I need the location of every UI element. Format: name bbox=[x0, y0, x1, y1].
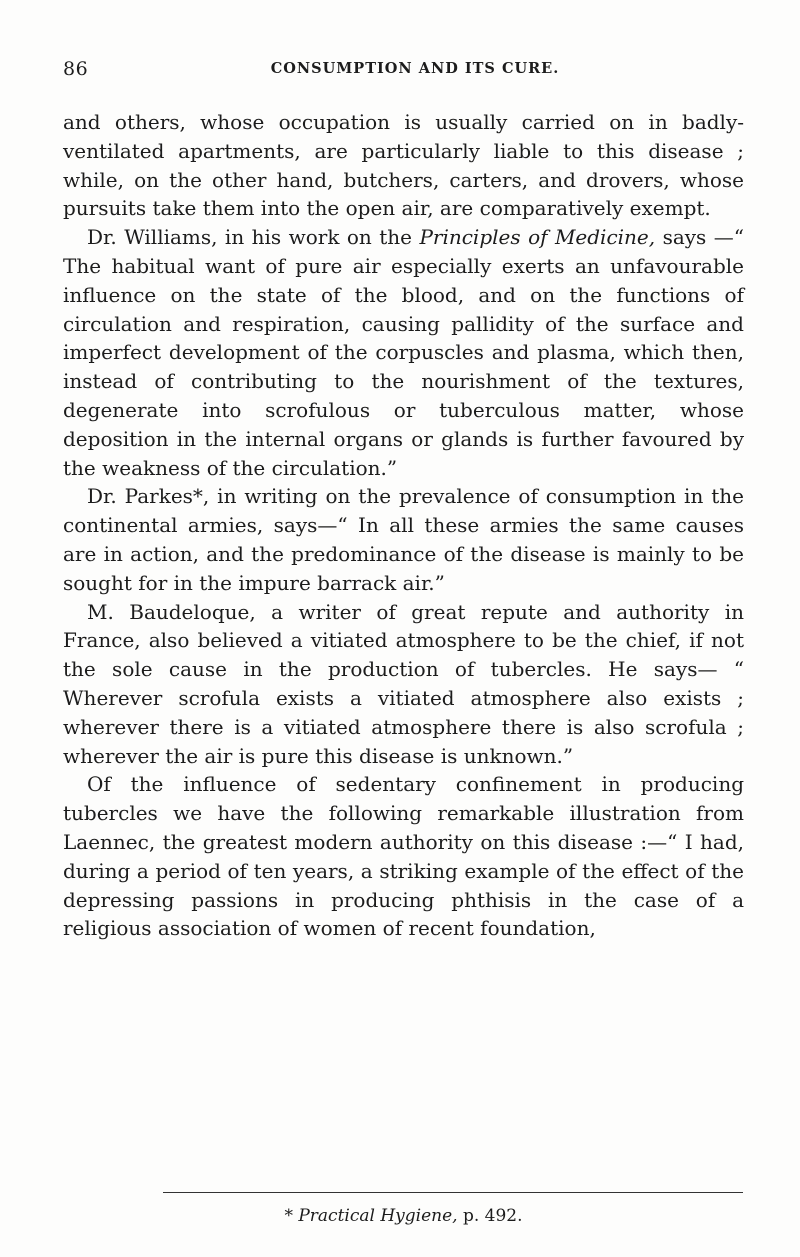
body-text bbox=[63, 108, 744, 943]
footnote-marker: * bbox=[284, 1206, 299, 1226]
paragraph bbox=[63, 482, 744, 597]
paragraph bbox=[63, 223, 744, 482]
text-run: Of the influence of sedentary confinement in producing tubercles we have the following remarkable illustration from Laennec, the greatest modern authority on this disease :—“ I had, during a period of ten years, a striking example of the effect of the depressing passions in producing phthisis in the case of a religious association of women of recent foundation, bbox=[63, 772, 744, 941]
running-title: CONSUMPTION AND ITS CURE. bbox=[270, 60, 560, 77]
paragraph bbox=[63, 598, 744, 771]
running-head bbox=[63, 58, 743, 80]
footnote-title: Practical Hygiene, bbox=[298, 1206, 458, 1226]
text-run: and others, whose occupation is usually carried on in badly-ventilated apartments, are particularly liable to this disease ; while, on the other hand, butchers, carters, and drovers, whose pursuits take them into the open air, are comparatively exempt. bbox=[63, 110, 744, 221]
footnote-rest: p. 492. bbox=[457, 1206, 523, 1226]
paragraph bbox=[63, 108, 744, 223]
text-run: M. Baudeloque, a writer of great repute and authority in France, also believed a vitiated atmosphere to be the chief, if not the sole cause in the production of tubercles. He says— “ Wherever scrofula exists a vitiated atmosphere also exists ; wherever there is a vitiated atmosphere there is also scrofula ; wherever the air is pure this disease is unknown.” bbox=[63, 599, 744, 768]
footnote bbox=[63, 1206, 744, 1226]
italic-title: Principles of Medicine, bbox=[419, 225, 656, 250]
text-run: Dr. Williams, in his work on the bbox=[87, 225, 420, 250]
paragraph bbox=[63, 770, 744, 943]
footnote-rule bbox=[163, 1192, 743, 1193]
page-number: 86 bbox=[63, 58, 89, 80]
text-run: says —“ The habitual want of pure air especially exerts an unfavourable influence on the state of the blood, and on the functions of circulation and respiration, causing pallidity of the surface and imperfect development of the corpuscles and plasma, which then, instead of contributing to the nourishment of the textures, degenerate into scrofulous or tuberculous matter, whose deposition in the internal organs or glands is further favoured by the weakness of the circulation.” bbox=[63, 225, 744, 480]
text-run: Dr. Parkes*, in writing on the prevalence of consumption in the continental armies, says—“ In all these armies the same causes are in action, and the predominance of the disease is mainly to be sought for in the impure barrack air.” bbox=[63, 484, 744, 595]
